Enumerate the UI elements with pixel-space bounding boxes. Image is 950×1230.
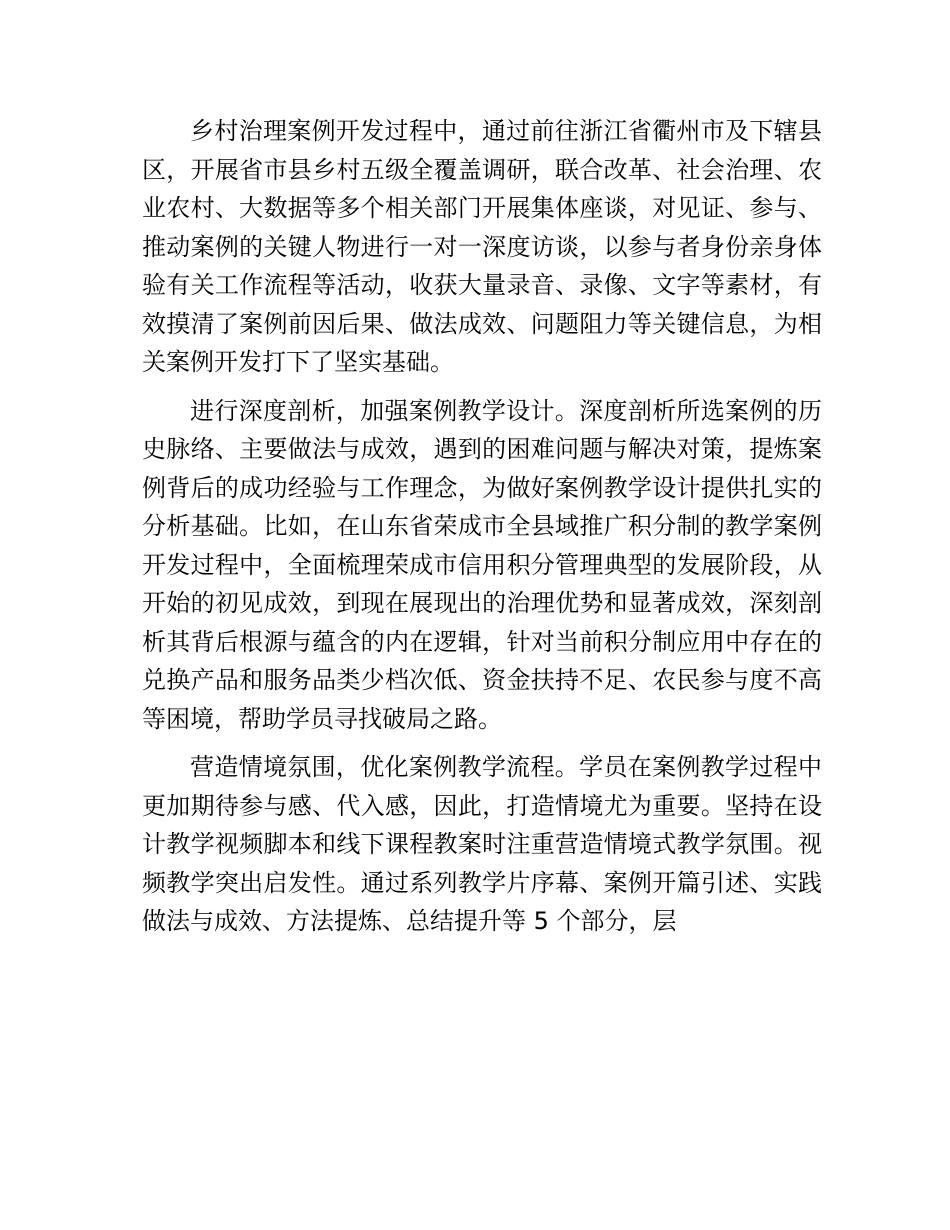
- paragraph-case-development: 乡村治理案例开发过程中，通过前往浙江省衢州市及下辖县区，开展省市县乡村五级全覆盖调研，联合改革、社会治理、农业农村、大数据等多个相关部门开展集体座谈，对见证、参与、推动案例的关键人物进行一对一深度访谈，以参与者身份亲身体验有关工作流程等活动，收获大量录音、录像、文字等素材，有效摸清了案例前因后果、做法成效、问题阻力等关键信息，为相关案例开发打下了坚实基础。: [142, 117, 822, 376]
- paragraph-situational-atmosphere: 营造情境氛围，优化案例教学流程。学员在案例教学过程中更加期待参与感、代入感，因此，打造情境尤为重要。坚持在设计教学视频脚本和线下课程教案时注重营造情境式教学氛围。视频教学突出启发性。通过系列教学片序幕、案例开篇引述、实践做法与成效、方法提炼、总结提升等 5 个部分，层: [142, 753, 822, 935]
- document-body: [142, 112, 822, 951]
- paragraph-deep-analysis: 进行深度剖析，加强案例教学设计。深度剖析所选案例的历史脉络、主要做法与成效，遇到的困难问题与解决对策，提炼案例背后的成功经验与工作理念，为做好案例教学设计提供扎实的分析基础。比如，在山东省荣成市全县域推广积分制的教学案例开发过程中，全面梳理荣成市信用积分管理典型的发展阶段，从开始的初见成效，到现在展现出的治理优势和显著成效，深刻剖析其背后根源与蕴含的内在逻辑，针对当前积分制应用中存在的兑换产品和服务品类少档次低、资金扶持不足、农民参与度不高等困境，帮助学员寻找破局之路。: [142, 396, 822, 733]
